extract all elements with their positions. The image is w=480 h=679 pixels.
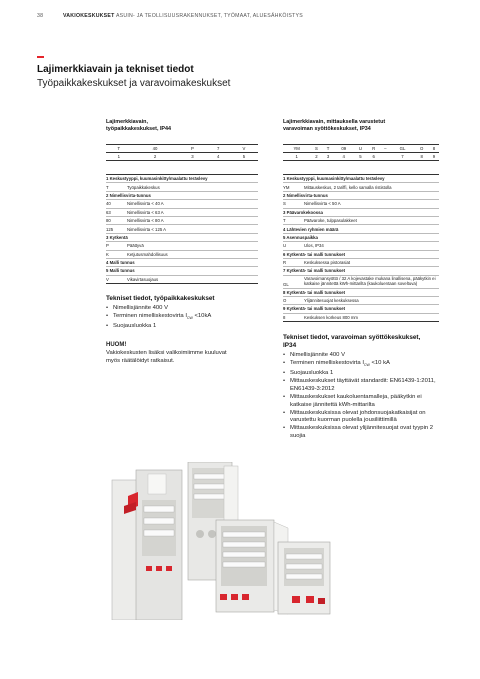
spec-row [283,183,439,191]
spec-section-title: 4 Malli tunnus [106,258,258,266]
cabinet-illustration [106,462,336,620]
spec-row [106,267,258,275]
code-index: 5 [354,153,367,161]
code-index: 3 [323,153,334,161]
right-tech-heading-1: Tekniset tiedot, varavoiman syöttökeskukset, [283,334,421,342]
left-heading-line1: Lajimerkkiavain, [106,119,148,125]
spec-description: Nimellisvirta < 125 A [127,225,258,233]
spec-code: 125 [106,225,127,233]
code-letter: 7 [206,145,229,153]
spec-code: YM [283,183,304,191]
spec-section-title: 4 Lähtevien ryhmien määrä [283,225,439,233]
left-heading-line2: työpaikkakeskukset, IP44 [106,126,172,132]
right-tech-item: • Mittauskeskukset täyttävät standardit: EN61439-1:2011, EN61439-3:2012 [283,378,439,394]
spec-description: Varavoimansyöttö / 32 A kojevastake mukana linallisena, pääkytkin ei katkaise jännitettä kWh-mittarilta (kaukoluentaan soveltuva) [304,275,439,288]
running-header [37,13,303,19]
note-text-1: Vakiokeskusten lisäksi valikoimiimme kuuluvat [106,349,227,356]
spec-row [106,250,258,258]
spec-row [106,225,258,233]
code-index: 5 [230,153,258,161]
spec-row [106,208,258,216]
spec-row [106,275,258,283]
spec-section-title: 5 Malli tunnus [106,267,258,275]
code-index: 9 [429,153,439,161]
spec-description: Nimellisvirta < 40 A [127,200,258,208]
spec-row [283,233,439,241]
left-spec-table [106,174,258,284]
code-index: 4 [206,153,229,161]
left-tech-list [106,305,258,331]
spec-description: Nimellisvirta < 63 A [127,208,258,216]
spec-row [283,191,439,199]
spec-row [106,258,258,266]
code-index: 6 [367,153,380,161]
cabinet-1 [112,470,182,620]
note-block [106,342,258,366]
header-section: VAKIOKESKUKSET [62,13,115,19]
code-letter: GL [390,145,414,153]
code-index [380,153,390,161]
note-text-2: myös räätälöidyt ratkaisut. [106,357,175,364]
right-code-table [283,144,439,161]
spec-description: Nimellisvirta < 50 A [304,200,439,208]
code-letter: S [310,145,322,153]
right-tech-item: • Terminen nimelliskestovirta $I_{CW} <10$ kA [283,360,439,370]
code-index: 3 [178,153,206,161]
spec-row [106,233,258,241]
spec-row [283,267,439,275]
product-photo [106,462,336,620]
spec-row [106,191,258,199]
spec-code: P [106,242,127,250]
code-index: 8 [415,153,429,161]
cabinet-4 [278,542,330,614]
accent-bar [37,56,44,58]
spec-description: Nimellisvirta < 80 A [127,216,258,224]
page-subtitle: Työpaikkakeskukset ja varavoimakeskukset [37,78,231,89]
cabinet-3 [216,520,288,614]
spec-description: Mittauskeskus, 2 tariffi, kello samalla rististolla [304,183,439,191]
spec-row [283,225,439,233]
spec-section-title: 6 Kytkentä- tai malli tunnukset [283,250,439,258]
left-code-table [106,144,258,161]
spec-row [106,242,258,250]
right-heading-line1: Lajimerkkiavain, mittauksella varustetut [283,119,386,125]
left-tech-heading: Tekniset tiedot, työpaikkakeskukset [106,295,215,303]
page-title: Lajimerkkiavain ja tekniset tiedot [37,64,194,75]
right-tech-item: • Suojausluokka 1 [283,370,439,378]
header-subsection: ASUIN- JA TEOLLISUUSRAKENNUKSET, TYÖMAAT, ALUESÄHKÖISTYS [115,13,303,19]
spec-description: Työpaikkakeskus [127,183,258,191]
spec-row [283,305,439,313]
spec-row [283,175,439,183]
spec-code: O [283,296,304,304]
right-heading-line2: varavoiman syöttökeskukset, IP34 [283,126,371,132]
code-letter: 40 [132,145,179,153]
right-tech-block [283,334,439,441]
spec-code: 63 [106,208,127,216]
spec-code: K [106,250,127,258]
spec-section-title: 9 Kytkentä- tai malli tunnukset [283,305,439,313]
spec-code: T [283,216,304,224]
left-column [106,119,258,366]
spec-section-title: 7 Kytkentä- tai malli tunnukset [283,267,439,275]
spec-description: Ylijännitesuojat keskuksessa [304,296,439,304]
right-tech-item: • Nimellisjännite 400 V [283,352,439,360]
code-index: 2 [132,153,179,161]
spec-section-title: 1 Keskustyyppi, kuumasinkitty/maalattu teräslevy [283,175,439,183]
spec-row [283,242,439,250]
spec-code: GL [283,275,304,288]
spec-description: Keskuksessa pistorasiat [304,258,439,266]
code-letter: U [354,145,367,153]
spec-section-title: 3 Päävarokekoossa [283,208,439,216]
note-title: HUOM! [106,341,127,348]
spec-row [283,288,439,296]
spec-row [106,183,258,191]
spec-code: 8 [283,313,304,321]
code-index: 4 [334,153,354,161]
spec-description: Ketjutusmahdollisuus [127,250,258,258]
right-tech-item: • Mittauskeskuksissa olevat johdonsuojakatkaisijat on varustettu kuorman puolella jousiliittimillä [283,410,439,426]
spec-section-title: 2 Nimellisvirta-tunnus [283,191,439,199]
spec-row [106,216,258,224]
left-tech-item: • Terminen nimelliskestovirta $I_{CW} <10kA$ [106,313,258,323]
spec-section-title: 2 Nimellisvirta-tunnus [106,191,258,199]
spec-code: 40 [106,200,127,208]
right-heading [283,119,439,133]
code-letter: YM [283,145,310,153]
spec-row [283,296,439,304]
right-spec-table [283,174,439,322]
spec-description: Ulos, IP34 [304,242,439,250]
spec-section-title: 1 Keskustyyppi, kuumasinkitty/maalattu teräslevy [106,175,258,183]
left-heading [106,119,258,133]
spec-row [283,258,439,266]
spec-description: Päävaroke, tulppasulakkeet [304,216,439,224]
code-letter: V [230,145,258,153]
code-index: 1 [106,153,132,161]
left-tech-item: • Nimellisjännite 400 V [106,305,258,313]
spec-description: Päättyvä [127,242,258,250]
spec-code: T [106,183,127,191]
spec-row [283,216,439,224]
code-index: 7 [390,153,414,161]
spec-code: S [283,200,304,208]
left-tech-block [106,295,258,331]
spec-section-title: 8 Kytkentä- tai malli tunnukset [283,288,439,296]
left-tech-item: • Suojausluokka 1 [106,323,258,331]
spec-row [106,200,258,208]
code-index: 1 [283,153,310,161]
spec-row [283,275,439,288]
spec-description: Vikavirtasuojaus [127,275,258,283]
right-tech-heading-2: IP34 [283,342,297,350]
spec-code: V [106,275,127,283]
spec-row [283,208,439,216]
code-letter: O [415,145,429,153]
code-letter: 09 [334,145,354,153]
code-letter: P [178,145,206,153]
spec-section-title: 5 Asennuspaikka [283,233,439,241]
right-column [283,119,439,441]
spec-row [283,313,439,321]
right-tech-list [283,352,439,441]
spec-row [283,200,439,208]
right-tech-item: • Mittauskeskukset kaukoluentamalleja, pääkytkin ei katkaise jännitettä kWh-mittarilta [283,394,439,410]
code-letter: 8 [429,145,439,153]
code-index: 2 [310,153,322,161]
spec-description: Keskuksen korkeus 800 mm [304,313,439,321]
spec-row [283,250,439,258]
spec-row [106,175,258,183]
code-letter: – [380,145,390,153]
page-number: 38 [37,13,44,19]
code-letter: T [106,145,132,153]
spec-section-title: 3 Kytkentä [106,233,258,241]
spec-code: U [283,242,304,250]
right-tech-item: • Mittauskeskuksissa olevat ylijännitesuojat ovat tyypin 2 suojia [283,425,439,441]
code-letter: T [323,145,334,153]
spec-code: R [283,258,304,266]
code-letter: R [367,145,380,153]
spec-code: 80 [106,216,127,224]
